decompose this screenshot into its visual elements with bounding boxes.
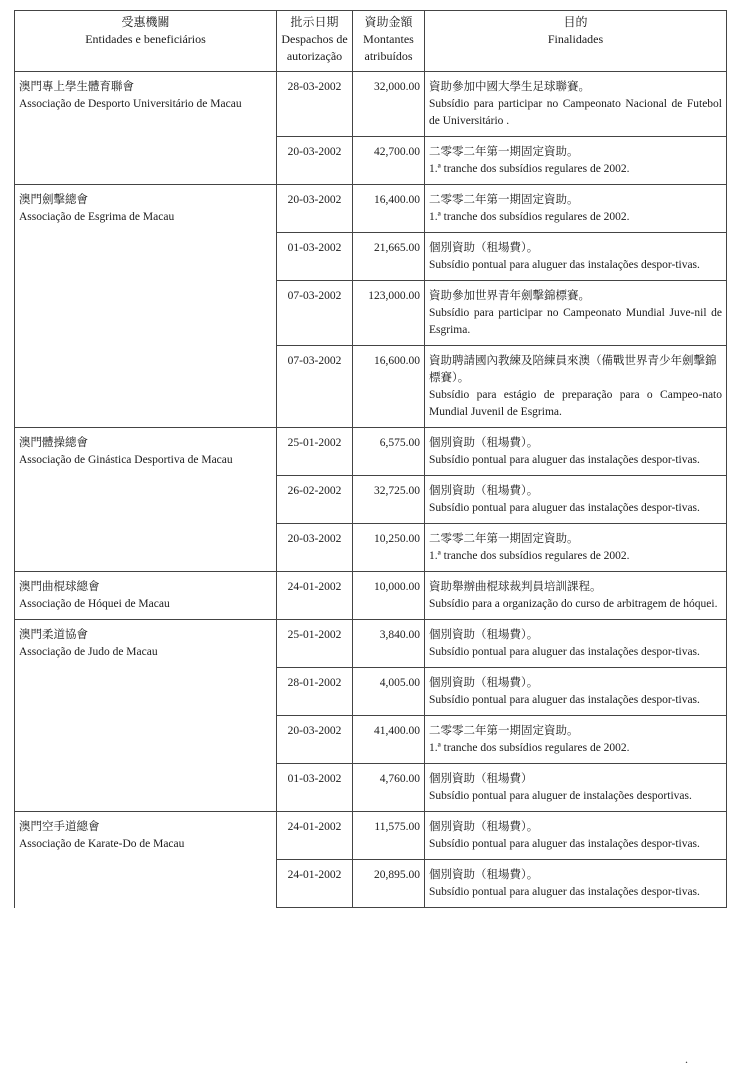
date-cell: 28-03-2002 xyxy=(277,72,353,137)
header-amount-pt-2: atribuídos xyxy=(364,49,413,63)
entity-cell xyxy=(15,185,277,428)
purpose-pt: 1.ª tranche dos subsídios regulares de 2002. xyxy=(429,211,630,223)
amount-cell: 10,250.00 xyxy=(353,524,425,572)
purpose-cell xyxy=(425,764,727,812)
entity-name-pt: Associação de Esgrima de Macau xyxy=(19,211,175,223)
amount-cell: 16,600.00 xyxy=(353,346,425,428)
purpose-zh: 資助舉辦曲棍球裁判員培訓課程。 xyxy=(429,581,602,593)
header-date-pt-1: Despachos de xyxy=(281,32,348,46)
entity-name-pt: Associação de Ginástica Desportiva de Macau xyxy=(19,454,233,466)
date-cell: 24-01-2002 xyxy=(277,860,353,908)
purpose-zh: 個別資助（租場費）。 xyxy=(429,242,539,254)
purpose-pt: 1.ª tranche dos subsídios regulares de 2002. xyxy=(429,550,630,562)
table-row xyxy=(15,428,727,476)
purpose-cell xyxy=(425,233,727,281)
purpose-cell xyxy=(425,346,727,428)
purpose-zh: 二零零二年第一期固定資助。 xyxy=(429,725,579,737)
purpose-zh: 個別資助（租場費）。 xyxy=(429,485,539,497)
table-row xyxy=(15,620,727,668)
date-cell: 26-02-2002 xyxy=(277,476,353,524)
purpose-pt: Subsídio pontual para aluguer das instalações despor-tivas. xyxy=(429,694,700,706)
purpose-cell xyxy=(425,476,727,524)
entity-name-zh: 澳門空手道總會 xyxy=(19,821,100,833)
amount-cell: 4,760.00 xyxy=(353,764,425,812)
entity-name-pt: Associação de Karate-Do de Macau xyxy=(19,838,185,850)
purpose-zh: 二零零二年第一期固定資助。 xyxy=(429,194,579,206)
purpose-pt: Subsídio para participar no Campeonato Mundial Juve-nil de Esgrima. xyxy=(429,307,722,336)
purpose-cell xyxy=(425,185,727,233)
header-entities-zh: 受惠機關 xyxy=(121,15,170,29)
entity-cell xyxy=(15,620,277,812)
entity-name-pt: Associação de Judo de Macau xyxy=(19,646,158,658)
header-amount-zh: 資助金額 xyxy=(364,15,413,29)
amount-cell: 10,000.00 xyxy=(353,572,425,620)
header-date-pt-2: autorização xyxy=(286,49,343,63)
purpose-pt: Subsídio pontual para aluguer das instalações despor-tivas. xyxy=(429,838,700,850)
amount-cell: 11,575.00 xyxy=(353,812,425,860)
amount-cell: 3,840.00 xyxy=(353,620,425,668)
header-date-zh: 批示日期 xyxy=(290,15,339,29)
purpose-pt: 1.ª tranche dos subsídios regulares de 2002. xyxy=(429,163,630,175)
entity-cell xyxy=(15,812,277,908)
table-row xyxy=(15,572,727,620)
table-row xyxy=(15,185,727,233)
date-cell: 20-03-2002 xyxy=(277,185,353,233)
purpose-zh: 二零零二年第一期固定資助。 xyxy=(429,533,579,545)
purpose-zh: 個別資助（租場費）。 xyxy=(429,629,539,641)
entity-name-zh: 澳門柔道協會 xyxy=(19,629,88,641)
purpose-pt: 1.ª tranche dos subsídios regulares de 2002. xyxy=(429,742,630,754)
date-cell: 07-03-2002 xyxy=(277,346,353,428)
entity-name-zh: 澳門專上學生體育聯會 xyxy=(19,81,134,93)
purpose-zh: 個別資助（租場費）。 xyxy=(429,677,539,689)
purpose-cell xyxy=(425,137,727,185)
header-purpose-zh: 目的 xyxy=(563,15,588,29)
purpose-pt: Subsídio para estágio de preparação para o Campeo-nato Mundial Juvenil de Esgrima. xyxy=(429,389,722,418)
date-cell: 01-03-2002 xyxy=(277,764,353,812)
amount-cell: 20,895.00 xyxy=(353,860,425,908)
entity-cell xyxy=(15,572,277,620)
entity-name-zh: 澳門體操總會 xyxy=(19,437,88,449)
footer-mark: . xyxy=(685,1052,688,1066)
table-row xyxy=(15,72,727,137)
date-cell: 20-03-2002 xyxy=(277,524,353,572)
date-cell: 25-01-2002 xyxy=(277,428,353,476)
header-entities xyxy=(15,11,277,72)
date-cell: 24-01-2002 xyxy=(277,572,353,620)
purpose-pt: Subsídio para participar no Campeonato Nacional de Futebol de Universitário . xyxy=(429,98,722,127)
purpose-cell xyxy=(425,524,727,572)
amount-cell: 41,400.00 xyxy=(353,716,425,764)
purpose-cell xyxy=(425,572,727,620)
amount-cell: 21,665.00 xyxy=(353,233,425,281)
purpose-cell xyxy=(425,281,727,346)
purpose-cell xyxy=(425,860,727,908)
purpose-pt: Subsídio pontual para aluguer das instalações despor-tivas. xyxy=(429,259,700,271)
purpose-zh: 個別資助（租場費）。 xyxy=(429,437,539,449)
purpose-cell xyxy=(425,428,727,476)
purpose-zh: 個別資助（租場費） xyxy=(429,773,533,785)
date-cell: 07-03-2002 xyxy=(277,281,353,346)
purpose-cell xyxy=(425,812,727,860)
purpose-pt: Subsídio pontual para aluguer das instalações despor-tivas. xyxy=(429,502,700,514)
header-purpose-pt: Finalidades xyxy=(547,32,604,46)
amount-cell: 6,575.00 xyxy=(353,428,425,476)
entity-cell xyxy=(15,428,277,572)
purpose-pt: Subsídio pontual para aluguer de instalações desportivas. xyxy=(429,790,692,802)
entity-name-pt: Associação de Desporto Universitário de Macau xyxy=(19,98,242,110)
table-header-row xyxy=(15,11,727,72)
purpose-cell xyxy=(425,72,727,137)
purpose-zh: 個別資助（租場費）。 xyxy=(429,821,539,833)
date-cell: 20-03-2002 xyxy=(277,716,353,764)
date-cell: 28-01-2002 xyxy=(277,668,353,716)
purpose-zh: 二零零二年第一期固定資助。 xyxy=(429,146,579,158)
date-cell: 01-03-2002 xyxy=(277,233,353,281)
amount-cell: 4,005.00 xyxy=(353,668,425,716)
date-cell: 24-01-2002 xyxy=(277,812,353,860)
header-date xyxy=(277,11,353,72)
amount-cell: 42,700.00 xyxy=(353,137,425,185)
amount-cell: 16,400.00 xyxy=(353,185,425,233)
header-purpose xyxy=(425,11,727,72)
purpose-cell xyxy=(425,620,727,668)
date-cell: 20-03-2002 xyxy=(277,137,353,185)
header-amount-pt-1: Montantes xyxy=(363,32,414,46)
purpose-pt: Subsídio pontual para aluguer das instalações despor-tivas. xyxy=(429,886,700,898)
purpose-cell xyxy=(425,716,727,764)
header-entities-pt: Entidades e beneficiários xyxy=(85,32,206,46)
entity-name-pt: Associação de Hóquei de Macau xyxy=(19,598,170,610)
table-row xyxy=(15,812,727,860)
purpose-pt: Subsídio pontual para aluguer das instalações despor-tivas. xyxy=(429,646,700,658)
purpose-zh: 資助聘請國內教練及陪練員來澳（備戰世界青少年劍擊錦標賽）。 xyxy=(429,355,717,384)
purpose-zh: 個別資助（租場費）。 xyxy=(429,869,539,881)
entity-name-zh: 澳門曲棍球總會 xyxy=(19,581,100,593)
amount-cell: 32,725.00 xyxy=(353,476,425,524)
purpose-pt: Subsídio pontual para aluguer das instalações despor-tivas. xyxy=(429,454,700,466)
purpose-zh: 資助參加中國大學生足球聯賽。 xyxy=(429,81,590,93)
purpose-cell xyxy=(425,668,727,716)
amount-cell: 123,000.00 xyxy=(353,281,425,346)
entity-name-zh: 澳門劍擊總會 xyxy=(19,194,88,206)
subsidy-table xyxy=(14,10,727,908)
date-cell: 25-01-2002 xyxy=(277,620,353,668)
table-body xyxy=(15,72,727,908)
header-amount xyxy=(353,11,425,72)
purpose-zh: 資助參加世界青年劍擊錦標賽。 xyxy=(429,290,590,302)
purpose-pt: Subsídio para a organização do curso de arbitragem de hóquei. xyxy=(429,598,718,610)
entity-cell xyxy=(15,72,277,185)
amount-cell: 32,000.00 xyxy=(353,72,425,137)
